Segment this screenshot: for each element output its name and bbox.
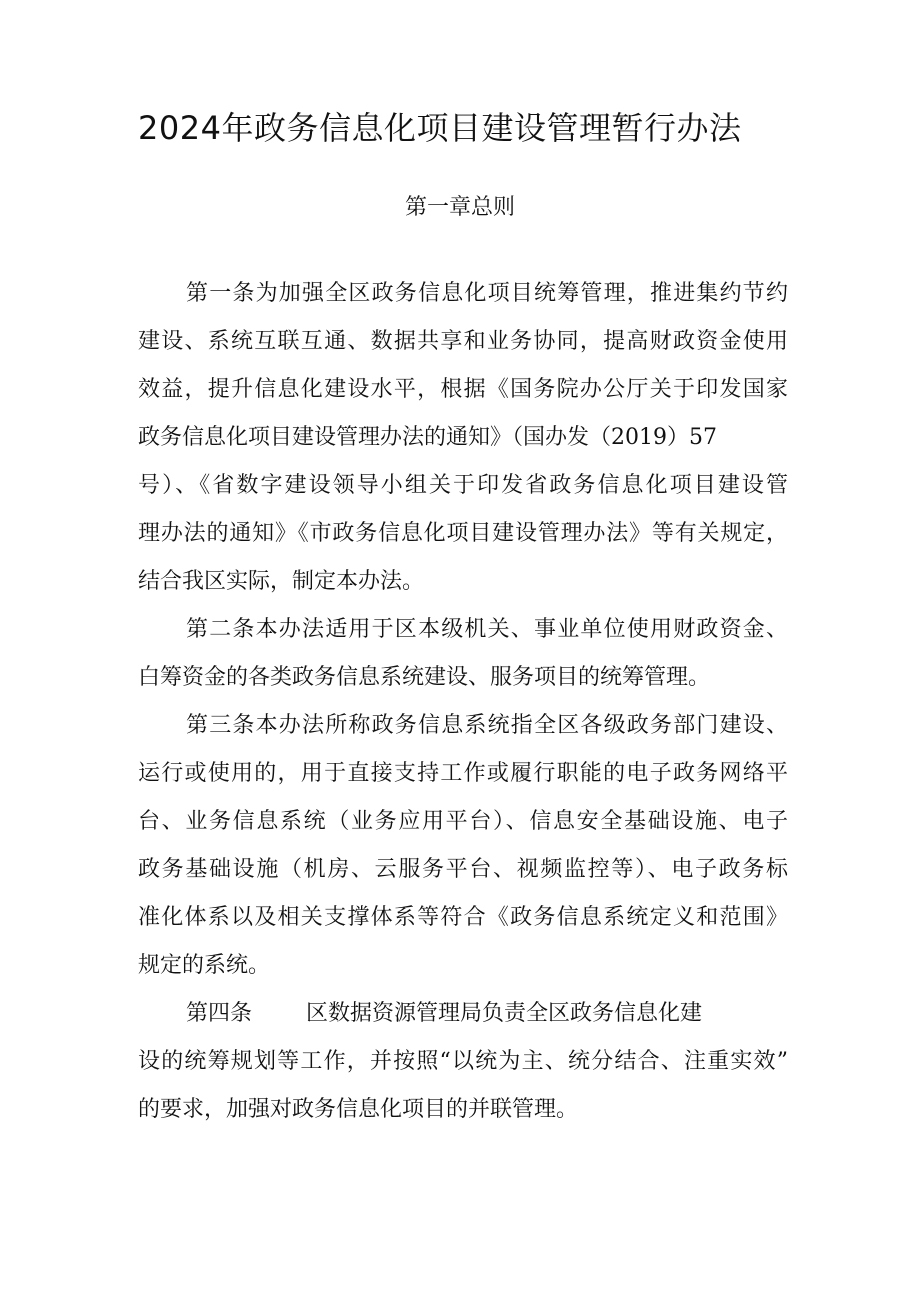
article3-line: 规定的系统。 — [138, 953, 271, 978]
chapter-heading: 第一章总则 — [404, 195, 515, 220]
article1-line: 建设、系统互联互通、数据共享和业务协同，提高财政资金使用 — [138, 329, 788, 354]
article3-line: 政务基础设施（机房、云服务平台、视频监控等）、电子政务标 — [138, 857, 788, 882]
article1-line: 政务信息化项目建设管理办法的通知》（国办发（2019）57 — [138, 425, 717, 450]
article1-line: 号）、《省数字建设领导小组关于印发省政务信息化项目建设管 — [138, 473, 788, 498]
article2-line: 白筹资金的各类政务信息系统建设、服务项目的统筹管理。 — [138, 665, 711, 690]
article4-line: 区数据资源管理局负责全区政务信息化建 — [306, 1001, 703, 1026]
article3-line: 运行或使用的，用于直接支持工作或履行职能的电子政务网络平 — [138, 761, 788, 786]
article1-line: 结合我区实际，制定本办法。 — [138, 569, 425, 594]
article2-line: 第二条本办法适用于区本级机关、事业单位使用财政资金、 — [186, 617, 788, 642]
document-title: 2024年政务信息化项目建设管理暂行办法 — [138, 109, 742, 147]
article3-line: 第三条本办法所称政务信息系统指全区各级政务部门建设、 — [186, 713, 788, 738]
article4-heading: 第四条 — [186, 1001, 253, 1026]
article1-line: 效益，提升信息化建设水平，根据《国务院办公厅关于印发国家 — [138, 377, 788, 402]
article4-line: 的要求，加强对政务信息化项目的并联管理。 — [138, 1097, 579, 1122]
article4-line: 设的统筹规划等工作，并按照“以统为主、统分结合、注重实效” — [138, 1049, 788, 1074]
article3-line: 准化体系以及相关支撑体系等符合《政务信息系统定义和范围》 — [138, 905, 788, 930]
article1-line: 第一条为加强全区政务信息化项目统筹管理，推进集约节约 — [186, 281, 788, 306]
article1-line: 理办法的通知》《市政务信息化项目建设管理办法》等有关规定， — [138, 521, 788, 546]
article3-line: 台、业务信息系统（业务应用平台）、信息安全基础设施、电子 — [138, 809, 788, 834]
